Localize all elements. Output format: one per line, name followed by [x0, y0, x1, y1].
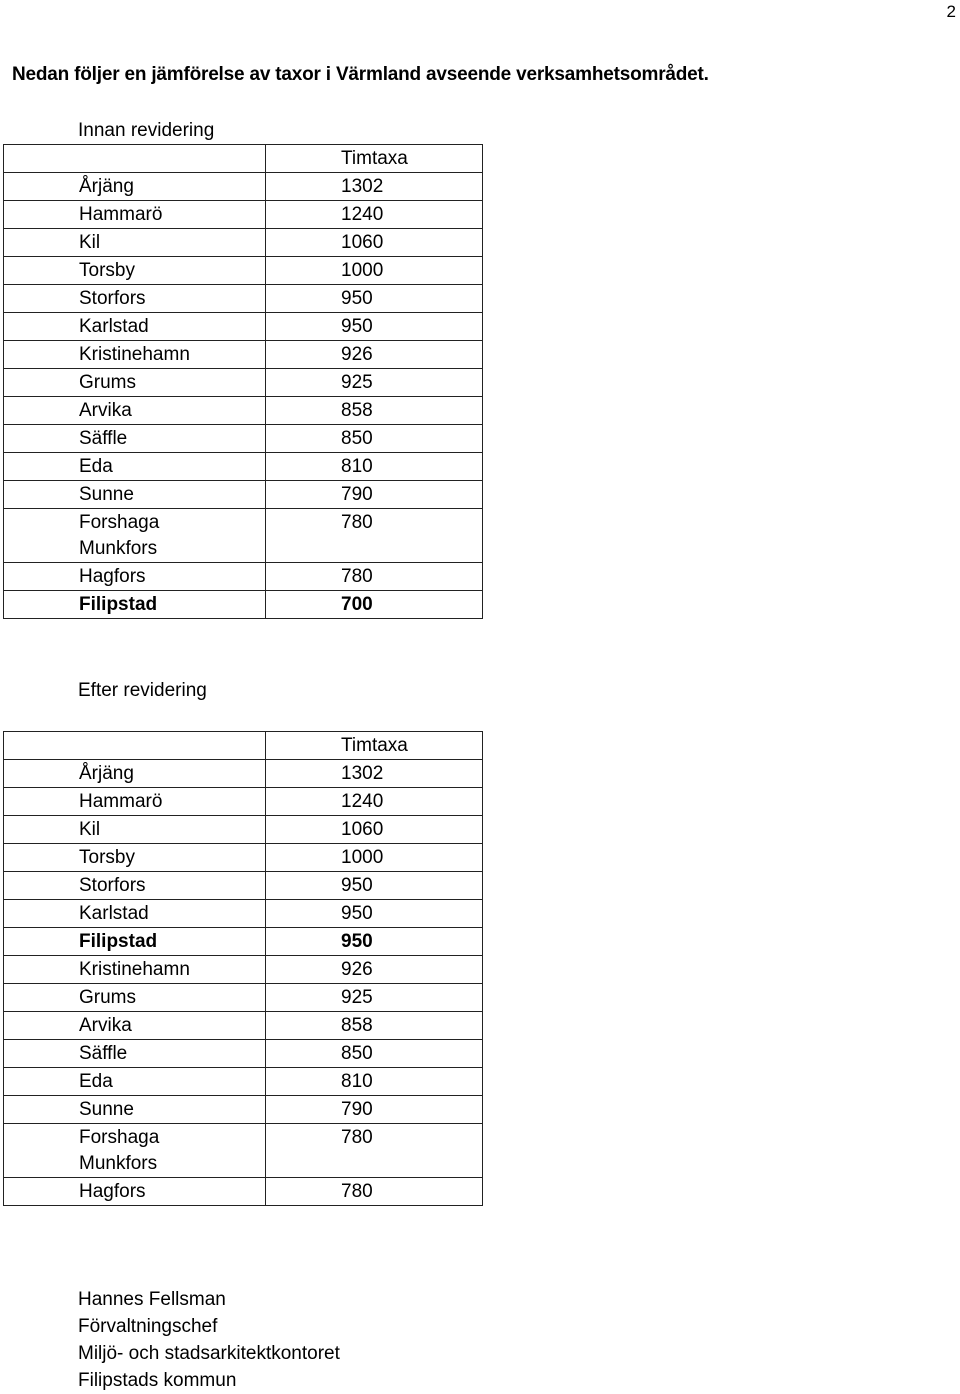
hourly-rate-cell: 1060 [266, 816, 483, 844]
municipality-cell [4, 481, 266, 509]
rate-table-before-body [4, 145, 483, 619]
rate-table-after-body [4, 732, 483, 1206]
municipality-name: Kil [79, 819, 101, 840]
table-row [4, 591, 483, 619]
hourly-rate-cell: 780 [266, 563, 483, 591]
municipality-name: Grums [79, 987, 136, 1008]
table-row [4, 201, 483, 229]
signature-name: Hannes Fellsman [78, 1289, 226, 1310]
municipality-cell [4, 563, 266, 591]
municipality-name: Grums [79, 372, 136, 393]
hourly-rate-cell: 790 [266, 1096, 483, 1124]
signature-department: Miljö- och stadsarkitektkontoret [78, 1343, 340, 1364]
municipality-name: Säffle [79, 1043, 128, 1064]
table-row [4, 844, 483, 872]
municipality-cell [4, 760, 266, 788]
municipality-name: Storfors [79, 875, 146, 896]
municipality-name: Karlstad [79, 903, 149, 924]
table-row [4, 956, 483, 984]
table-row [4, 313, 483, 341]
municipality-name: Årjäng [79, 176, 134, 197]
hourly-rate-cell: 950 [266, 872, 483, 900]
municipality-cell [4, 1124, 266, 1178]
municipality-cell [4, 509, 266, 563]
table-row [4, 928, 483, 956]
hourly-rate-cell: 790 [266, 481, 483, 509]
municipality-name: Eda [79, 456, 113, 477]
table-row [4, 1124, 483, 1178]
table-row [4, 1096, 483, 1124]
hourly-rate-cell: 1302 [266, 760, 483, 788]
hourly-rate-cell: 850 [266, 1040, 483, 1068]
municipality-cell [4, 313, 266, 341]
municipality-cell [4, 872, 266, 900]
municipality-name-secondary: Munkfors [79, 538, 158, 559]
table-row [4, 1068, 483, 1096]
table-header-row [4, 732, 483, 760]
municipality-cell [4, 956, 266, 984]
heading-before-revision: Innan revidering [78, 120, 215, 141]
table-row [4, 341, 483, 369]
hourly-rate-cell: 950 [266, 928, 483, 956]
signature-block [78, 1286, 340, 1394]
hourly-rate-cell: 810 [266, 1068, 483, 1096]
table-row [4, 563, 483, 591]
municipality-name: Filipstad [79, 931, 158, 952]
municipality-name: Hagfors [79, 1181, 146, 1202]
page-number: 2 [946, 2, 956, 21]
hourly-rate-cell: 700 [266, 591, 483, 619]
municipality-name-secondary: Munkfors [79, 1153, 158, 1174]
hourly-rate-cell: 858 [266, 397, 483, 425]
municipality-cell [4, 1012, 266, 1040]
rate-table-after [3, 731, 483, 1206]
table-row [4, 173, 483, 201]
municipality-name: Filipstad [79, 594, 158, 615]
municipality-cell [4, 201, 266, 229]
intro-text: Nedan följer en jämförelse av taxor i Värmland avseende verksamhetsområdet. [12, 64, 709, 85]
hourly-rate-cell: 1240 [266, 201, 483, 229]
table-row [4, 229, 483, 257]
municipality-cell [4, 816, 266, 844]
hourly-rate-cell: 1060 [266, 229, 483, 257]
table-header-row [4, 145, 483, 173]
table-row [4, 900, 483, 928]
table-row [4, 257, 483, 285]
hourly-rate-cell: 810 [266, 453, 483, 481]
municipality-name: Kristinehamn [79, 344, 190, 365]
table-row [4, 481, 483, 509]
column-header-hourly-rate: Timtaxa [266, 145, 483, 173]
municipality-cell [4, 453, 266, 481]
hourly-rate-cell: 925 [266, 369, 483, 397]
hourly-rate-cell: 780 [266, 509, 483, 563]
municipality-cell [4, 591, 266, 619]
municipality-name: Arvika [79, 1015, 132, 1036]
municipality-name: Karlstad [79, 316, 149, 337]
hourly-rate-cell: 1000 [266, 257, 483, 285]
municipality-cell [4, 1068, 266, 1096]
table-row [4, 872, 483, 900]
hourly-rate-cell: 950 [266, 313, 483, 341]
municipality-name: Storfors [79, 288, 146, 309]
municipality-name: Forshaga [79, 512, 160, 533]
municipality-cell [4, 285, 266, 313]
hourly-rate-cell: 950 [266, 900, 483, 928]
signature-organization: Filipstads kommun [78, 1370, 237, 1391]
municipality-cell [4, 844, 266, 872]
table-row [4, 760, 483, 788]
hourly-rate-cell: 926 [266, 341, 483, 369]
municipality-name: Säffle [79, 428, 128, 449]
heading-after-revision: Efter revidering [78, 680, 207, 701]
municipality-cell [4, 1096, 266, 1124]
municipality-name: Sunne [79, 484, 134, 505]
rate-table-before [3, 144, 483, 619]
municipality-cell [4, 257, 266, 285]
municipality-cell [4, 984, 266, 1012]
table-row [4, 397, 483, 425]
municipality-cell [4, 788, 266, 816]
municipality-name: Forshaga [79, 1127, 160, 1148]
municipality-cell [4, 425, 266, 453]
header-empty-cell [4, 732, 266, 760]
table-row [4, 1012, 483, 1040]
table-row [4, 509, 483, 563]
header-empty-cell [4, 145, 266, 173]
municipality-name: Hammarö [79, 791, 163, 812]
table-row [4, 816, 483, 844]
municipality-cell [4, 900, 266, 928]
table-row [4, 984, 483, 1012]
municipality-cell [4, 928, 266, 956]
hourly-rate-cell: 925 [266, 984, 483, 1012]
hourly-rate-cell: 780 [266, 1178, 483, 1206]
municipality-name: Eda [79, 1071, 113, 1092]
hourly-rate-cell: 926 [266, 956, 483, 984]
table-row [4, 425, 483, 453]
municipality-cell [4, 369, 266, 397]
municipality-cell [4, 341, 266, 369]
table-row [4, 1178, 483, 1206]
hourly-rate-cell: 1000 [266, 844, 483, 872]
municipality-cell [4, 1178, 266, 1206]
municipality-cell [4, 397, 266, 425]
table-row [4, 788, 483, 816]
hourly-rate-cell: 858 [266, 1012, 483, 1040]
municipality-cell [4, 229, 266, 257]
municipality-name: Hagfors [79, 566, 146, 587]
hourly-rate-cell: 950 [266, 285, 483, 313]
column-header-hourly-rate: Timtaxa [266, 732, 483, 760]
municipality-cell [4, 173, 266, 201]
municipality-name: Torsby [79, 847, 135, 868]
municipality-name: Sunne [79, 1099, 134, 1120]
municipality-name: Årjäng [79, 763, 134, 784]
hourly-rate-cell: 780 [266, 1124, 483, 1178]
municipality-cell [4, 1040, 266, 1068]
table-row [4, 1040, 483, 1068]
municipality-name: Kristinehamn [79, 959, 190, 980]
table-row [4, 369, 483, 397]
municipality-name: Kil [79, 232, 101, 253]
hourly-rate-cell: 1240 [266, 788, 483, 816]
municipality-name: Torsby [79, 260, 135, 281]
hourly-rate-cell: 1302 [266, 173, 483, 201]
hourly-rate-cell: 850 [266, 425, 483, 453]
municipality-name: Arvika [79, 400, 132, 421]
table-row [4, 285, 483, 313]
municipality-name: Hammarö [79, 204, 163, 225]
table-row [4, 453, 483, 481]
signature-title: Förvaltningschef [78, 1316, 218, 1337]
